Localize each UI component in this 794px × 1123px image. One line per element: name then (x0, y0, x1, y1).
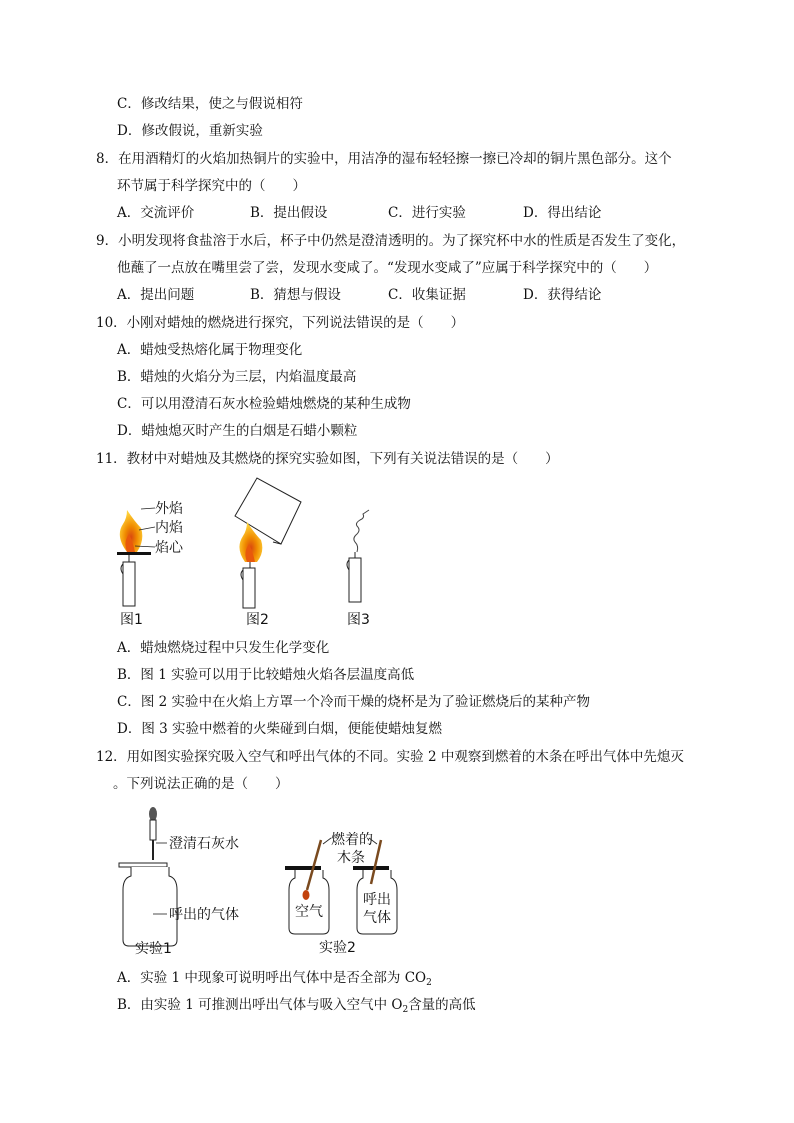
q11-stem: 11．教材中对蜡烛及其燃烧的探究实验如图，下列有关说法错误的是（ ） (96, 451, 559, 467)
label-exhaled-line2: 气体 (363, 910, 391, 926)
q10-option-b: B．蜡烛的火焰分为三层，内焰温度最高 (117, 369, 357, 385)
figure1-candle (117, 508, 155, 606)
q10-option-c: C．可以用澄清石灰水检验蜡烛燃烧的某种生成物 (117, 396, 411, 412)
q12-option-a-text: A．实验 1 中现象可说明呼出气体中是否全部为 CO (117, 970, 427, 986)
exp1-label: 实验1 (135, 941, 172, 957)
q12-option-b-subscript: 2 (402, 1005, 409, 1015)
dropper-bulb-icon (149, 807, 157, 821)
q8-option-b: B．提出假设 (250, 205, 328, 221)
smoke-icon (354, 510, 369, 552)
q9-stem-line2: 他蘸了一点放在嘴里尝了尝，发现水变咸了。“发现水变咸了”应属于科学探究中的（ ） (117, 260, 658, 276)
q11-option-a: A．蜡烛燃烧过程中只发生化学变化 (117, 640, 330, 656)
q8-stem-line1: 8．在用酒精灯的火焰加热铜片的实验中，用洁净的湿布轻轻擦一擦已冷却的铜片黑色部分。这个 (96, 151, 672, 167)
experiment1-apparatus (119, 807, 177, 946)
figure2-beaker-over-candle (235, 478, 301, 608)
label-burning-stick-line2: 木条 (337, 850, 365, 866)
q12-option-b (117, 995, 476, 1020)
q11-option-c: C．图 2 实验中在火焰上方罩一个冷而干燥的烧杯是为了验证燃烧后的某种产物 (117, 694, 590, 710)
q8-option-a: A．交流评价 (117, 205, 195, 221)
q11-candle-figure (105, 470, 405, 635)
label-flame-core: 焰心 (155, 540, 183, 556)
q10-option-a: A．蜡烛受热熔化属于物理变化 (117, 342, 303, 358)
q11-option-b: B．图 1 实验可以用于比较蜡烛火焰各层温度高低 (117, 667, 415, 683)
fig2-label: 图2 (246, 612, 269, 628)
figure1-candle-body (123, 562, 135, 606)
q8-stem-line2: 环节属于科学探究中的（ ） (117, 178, 306, 194)
q12-breath-figure (105, 800, 425, 965)
q11-option-d: D．图 3 实验中燃着的火柴碰到白烟，便能使蜡烛复燃 (117, 721, 442, 737)
q7-option-c: C．修改结果，使之与假说相符 (117, 96, 303, 112)
figure3-candle-body (349, 558, 361, 602)
fig1-label: 图1 (120, 612, 143, 628)
label-inner-flame: 内焰 (155, 520, 183, 536)
q8-option-c: C．进行实验 (388, 205, 466, 221)
figure2-candle-body (243, 568, 255, 608)
flame-1-icon (303, 890, 310, 900)
q12-stem-line1: 12．用如图实验探究吸入空气和呼出气体的不同。实验 2 中观察到燃着的木条在呼出气体中先熄灭 (96, 749, 684, 765)
q12-option-b-text-end: 含量的高低 (408, 997, 476, 1013)
label-exhaled-gas: 呼出的气体 (169, 907, 239, 923)
fig3-label: 图3 (347, 612, 370, 628)
air-plate (285, 866, 321, 870)
figure3-extinguished-candle (347, 510, 369, 602)
figure1-card (117, 552, 151, 555)
q7-option-d: D．修改假说，重新实验 (117, 123, 263, 139)
label-outer-flame: 外焰 (155, 501, 183, 517)
label-limewater: 澄清石灰水 (169, 836, 239, 852)
label-burning-stick-line1: 燃着的 (331, 832, 373, 848)
label-air: 空气 (295, 904, 323, 920)
exhaled-plate (353, 866, 389, 870)
q9-option-c: C．收集证据 (388, 287, 466, 303)
exp2-label: 实验2 (319, 940, 356, 956)
q9-option-b: B．猜想与假设 (250, 287, 341, 303)
q12-option-a (117, 968, 432, 993)
q12-stem-line2: 。下列说法正确的是（ ） (113, 776, 289, 792)
q9-option-a: A．提出问题 (117, 287, 195, 303)
q10-option-d: D．蜡烛熄灭时产生的白烟是石蜡小颗粒 (117, 423, 358, 439)
q8-option-d: D．得出结论 (523, 205, 602, 221)
glass-plate (119, 863, 167, 867)
q12-option-b-text: B．由实验 1 可推测出呼出气体与吸入空气中 O (117, 997, 403, 1013)
q10-stem: 10．小刚对蜡烛的燃烧进行探究，下列说法错误的是（ ） (96, 315, 465, 331)
q9-stem-line1: 9．小明发现将食盐溶于水后，杯子中仍然是澄清透明的。为了探究杯中水的性质是否发生了变化， (96, 233, 686, 249)
q12-option-a-subscript: 2 (426, 978, 432, 988)
label-exhaled-line1: 呼出 (363, 892, 391, 908)
q9-option-d: D．获得结论 (523, 287, 602, 303)
